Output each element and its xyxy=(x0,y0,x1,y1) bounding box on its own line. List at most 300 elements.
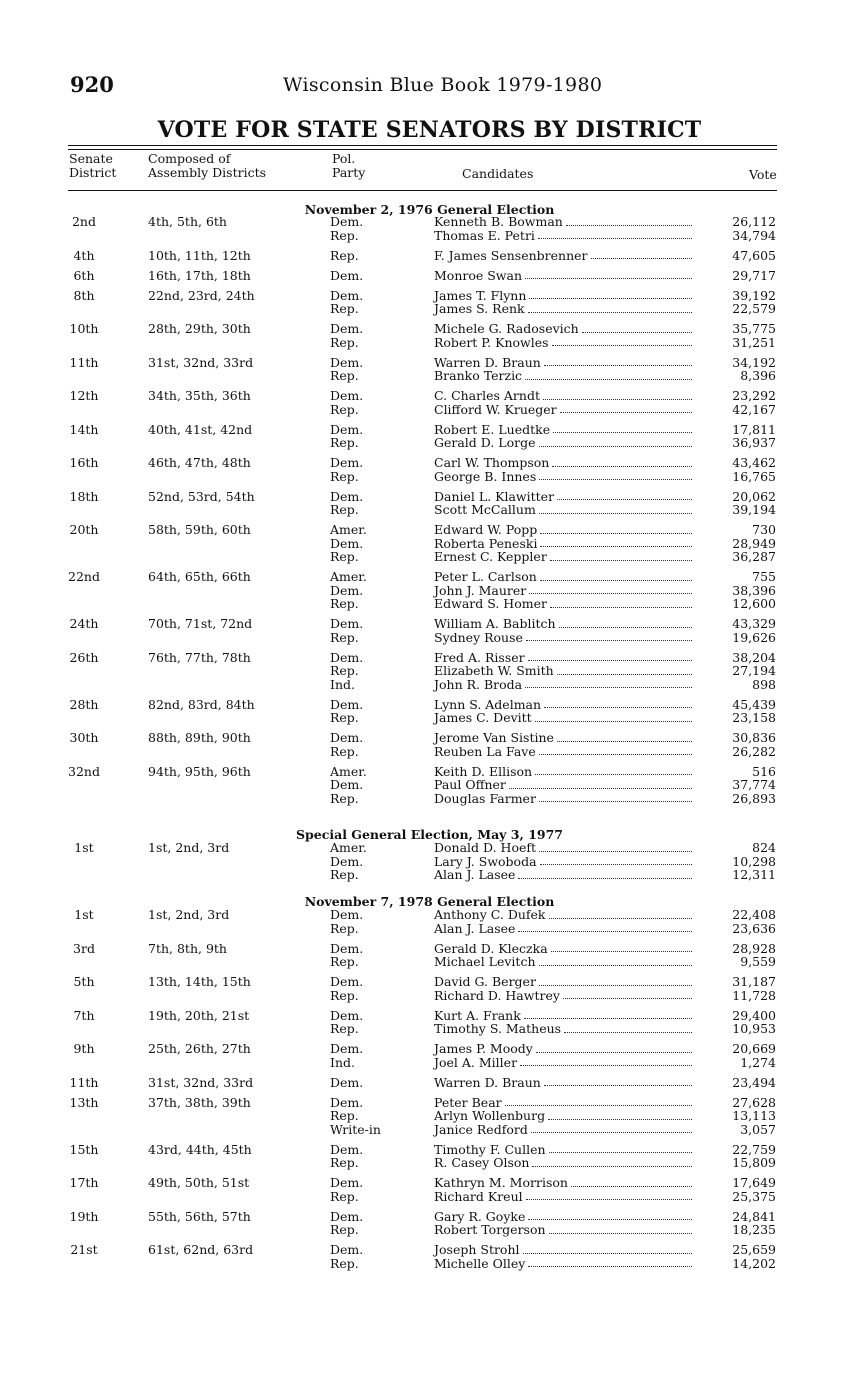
candidate xyxy=(434,617,692,631)
candidate-name: Joel A. Miller xyxy=(434,1054,518,1070)
party: Rep. xyxy=(330,663,359,678)
vote-count: 16,765 xyxy=(732,468,776,484)
vote-count: 10,953 xyxy=(732,1021,776,1036)
vote-count: 31,251 xyxy=(732,334,776,350)
candidate-name: Michael Levitch xyxy=(434,954,536,969)
party: Rep. xyxy=(330,743,359,759)
party-column xyxy=(330,908,363,935)
candidate xyxy=(434,792,692,806)
candidate xyxy=(434,322,692,336)
party: Rep. xyxy=(330,368,359,383)
senate-district: 3rd xyxy=(73,940,95,956)
vote-count: 24,841 xyxy=(732,1208,776,1224)
dot-leader xyxy=(532,1156,692,1167)
assembly-districts: 31st, 32nd, 33rd xyxy=(148,1074,254,1090)
table-row xyxy=(0,1076,859,1090)
candidate xyxy=(434,908,692,922)
senate-district: 28th xyxy=(69,696,99,712)
vote-column xyxy=(700,289,776,316)
candidate xyxy=(434,550,692,564)
candidate xyxy=(434,302,692,316)
party-column xyxy=(330,617,363,644)
candidate-column xyxy=(434,1210,692,1237)
candidate-name: Sydney Rouse xyxy=(434,629,523,645)
dot-leader xyxy=(529,289,692,300)
vote-count: 27,628 xyxy=(732,1094,776,1110)
dot-leader xyxy=(540,570,692,581)
candidate-name: Edward S. Homer xyxy=(434,596,547,611)
dot-leader xyxy=(528,1210,692,1221)
party: Rep. xyxy=(330,247,359,263)
candidate xyxy=(434,731,692,745)
party-column xyxy=(330,1042,363,1069)
vote-count: 20,062 xyxy=(732,488,776,504)
vote-count: 12,600 xyxy=(732,596,776,611)
vote-count: 22,408 xyxy=(732,907,776,922)
vote-count: 12,311 xyxy=(732,867,776,882)
candidate-name: Gerald D. Kleczka xyxy=(434,940,548,956)
candidate xyxy=(434,269,692,283)
candidate-name: Thomas E. Petri xyxy=(434,227,535,243)
dot-leader xyxy=(539,470,692,481)
party: Dem. xyxy=(330,940,364,956)
vote-column xyxy=(700,765,776,806)
vote-column xyxy=(700,651,776,692)
vote-count: 39,194 xyxy=(732,502,776,517)
party: Rep. xyxy=(330,334,359,350)
title-rule-top xyxy=(68,145,777,146)
senate-district: 32nd xyxy=(68,763,100,779)
party: Rep. xyxy=(330,710,359,725)
candidate xyxy=(434,651,692,665)
dot-leader xyxy=(571,1176,692,1187)
party-column xyxy=(330,423,363,450)
candidate-column xyxy=(434,1176,692,1203)
vote-column xyxy=(700,841,776,882)
party: Dem. xyxy=(330,853,364,869)
candidate-name: Anthony C. Dufek xyxy=(434,907,546,922)
table-row xyxy=(0,523,859,564)
vote-count: 23,494 xyxy=(732,1074,776,1090)
senate-district: 7th xyxy=(73,1007,95,1023)
vote-count: 23,158 xyxy=(732,710,776,725)
party-column xyxy=(330,1009,363,1036)
vote-column xyxy=(700,456,776,483)
candidate xyxy=(434,1156,692,1170)
candidate-name: Timothy S. Matheus xyxy=(434,1021,562,1036)
table-row xyxy=(0,490,859,517)
candidate-column xyxy=(434,523,692,564)
candidate xyxy=(434,989,692,1003)
vote-count: 23,292 xyxy=(732,388,776,403)
vote-count: 34,794 xyxy=(732,227,776,243)
party-column xyxy=(330,698,363,725)
dot-leader xyxy=(549,1143,692,1154)
table-row xyxy=(0,269,859,283)
candidate-name: James P. Moody xyxy=(434,1041,533,1056)
vote-count: 26,282 xyxy=(732,743,776,759)
candidate xyxy=(434,1009,692,1023)
senate-district: 16th xyxy=(69,455,99,470)
table-row xyxy=(0,389,859,416)
candidate-name: Warren D. Braun xyxy=(434,354,541,370)
vote-count: 898 xyxy=(752,676,776,692)
dot-leader xyxy=(553,423,692,434)
vote-count: 11,728 xyxy=(732,987,776,1003)
table-row xyxy=(0,423,859,450)
party: Dem. xyxy=(330,535,364,551)
dot-leader xyxy=(557,664,692,675)
section-title: November 2, 1976 General Election xyxy=(304,202,555,217)
candidate-name: Gerald D. Lorge xyxy=(434,435,536,450)
vote-column xyxy=(700,269,776,283)
candidate-name: Robert E. Luedtke xyxy=(434,421,551,437)
candidate-column xyxy=(434,908,692,935)
candidate xyxy=(434,711,692,725)
candidate-name: Paul Offner xyxy=(434,777,506,792)
assembly-districts: 10th, 11th, 12th xyxy=(148,247,251,263)
candidate xyxy=(434,389,692,403)
vote-count: 28,949 xyxy=(732,535,776,551)
assembly-districts: 25th, 26th, 27th xyxy=(148,1041,251,1056)
candidate-name: Kurt A. Frank xyxy=(434,1007,521,1023)
senate-district: 15th xyxy=(69,1141,99,1157)
dot-leader xyxy=(540,523,692,534)
vote-count: 17,649 xyxy=(732,1175,776,1190)
title-rule-bottom xyxy=(68,149,777,150)
vote-column xyxy=(700,570,776,611)
party-column xyxy=(330,249,359,263)
vote-count: 10,298 xyxy=(732,853,776,869)
candidate xyxy=(434,868,692,882)
dot-leader xyxy=(525,678,692,689)
candidate-column xyxy=(434,1009,692,1036)
candidate-name: Daniel L. Klawitter xyxy=(434,488,555,504)
candidate-name: Edward W. Popp xyxy=(434,522,538,537)
candidate xyxy=(434,423,692,437)
assembly-districts: 28th, 29th, 30th xyxy=(148,321,251,336)
candidate-column xyxy=(434,1042,692,1069)
dot-leader xyxy=(528,302,692,313)
candidate-name: Timothy F. Cullen xyxy=(434,1141,546,1157)
candidate xyxy=(434,1257,692,1271)
candidate xyxy=(434,356,692,370)
vote-count: 23,636 xyxy=(732,920,776,936)
vote-column xyxy=(700,1176,776,1203)
party-column xyxy=(330,456,363,483)
candidate-column xyxy=(434,289,692,316)
assembly-districts: 16th, 17th, 18th xyxy=(148,267,251,283)
vote-count: 22,579 xyxy=(732,301,776,316)
table-row xyxy=(0,765,859,806)
table-row xyxy=(0,617,859,644)
dot-leader xyxy=(539,841,692,852)
party-column xyxy=(330,490,363,517)
party: Rep. xyxy=(330,549,359,564)
vote-count: 25,375 xyxy=(732,1188,776,1204)
party: Rep. xyxy=(330,468,359,484)
table-row xyxy=(0,651,859,692)
candidate-column xyxy=(434,1076,692,1090)
dot-leader xyxy=(524,1009,692,1020)
party-column xyxy=(330,289,363,316)
dot-leader xyxy=(539,745,692,756)
candidate-name: Donald D. Hoeft xyxy=(434,840,537,855)
party: Dem. xyxy=(330,354,364,370)
senate-district: 21st xyxy=(70,1242,98,1257)
candidate-name: Richard Kreul xyxy=(434,1188,523,1204)
table-row xyxy=(0,1143,859,1170)
party: Rep. xyxy=(330,987,359,1003)
candidate-column xyxy=(434,975,692,1002)
candidate xyxy=(434,1056,692,1070)
dot-leader xyxy=(539,503,692,514)
vote-count: 824 xyxy=(752,840,776,855)
vote-column xyxy=(700,617,776,644)
candidate xyxy=(434,490,692,504)
party: Rep. xyxy=(330,401,359,417)
dot-leader xyxy=(531,1123,692,1134)
candidate xyxy=(434,503,692,517)
vote-count: 730 xyxy=(752,522,776,537)
dot-leader xyxy=(552,336,692,347)
dot-leader xyxy=(526,631,692,642)
dot-leader xyxy=(560,403,692,414)
party: Rep. xyxy=(330,867,359,882)
vote-count: 27,194 xyxy=(732,663,776,678)
assembly-districts: 13th, 14th, 15th xyxy=(148,974,251,989)
vote-count: 22,759 xyxy=(732,1141,776,1157)
assembly-districts: 4th, 5th, 6th xyxy=(148,214,227,229)
party: Dem. xyxy=(330,1242,364,1257)
vote-column xyxy=(700,908,776,935)
dot-leader xyxy=(544,698,692,709)
senate-district: 20th xyxy=(69,522,99,537)
vote-count: 3,057 xyxy=(740,1121,776,1137)
candidate xyxy=(434,403,692,417)
senate-district: 18th xyxy=(69,488,99,504)
candidate xyxy=(434,1190,692,1204)
party: Dem. xyxy=(330,455,364,470)
table-row xyxy=(0,942,859,969)
dot-leader xyxy=(582,322,692,333)
vote-count: 9,559 xyxy=(740,954,776,969)
candidate-name: James S. Renk xyxy=(434,301,525,316)
candidate-column xyxy=(434,841,692,882)
candidate-name: Fred A. Risser xyxy=(434,649,525,665)
candidate xyxy=(434,570,692,584)
candidate-name: Douglas Farmer xyxy=(434,790,536,806)
assembly-districts: 19th, 20th, 21st xyxy=(148,1007,250,1023)
vote-count: 45,439 xyxy=(732,696,776,712)
candidate-name: Michele G. Radosevich xyxy=(434,321,579,336)
vote-count: 20,669 xyxy=(732,1041,776,1056)
table-row xyxy=(0,731,859,758)
vote-column xyxy=(700,490,776,517)
candidate xyxy=(434,922,692,936)
party: Dem. xyxy=(330,582,364,598)
vote-count: 39,192 xyxy=(732,287,776,303)
vote-count: 31,187 xyxy=(732,974,776,989)
party-column xyxy=(330,1176,363,1203)
table-row xyxy=(0,1176,859,1203)
party-column xyxy=(330,975,363,1002)
vote-column xyxy=(700,975,776,1002)
candidate xyxy=(434,955,692,969)
candidate xyxy=(434,841,692,855)
table-row xyxy=(0,215,859,242)
candidate-name: Robert P. Knowles xyxy=(434,334,549,350)
assembly-districts: 82nd, 83rd, 84th xyxy=(148,696,255,712)
dot-leader xyxy=(529,584,692,595)
party-column xyxy=(330,215,363,242)
candidate xyxy=(434,1143,692,1157)
party: Dem. xyxy=(330,616,364,631)
table-row xyxy=(0,456,859,483)
candidate-column xyxy=(434,731,692,758)
party: Dem. xyxy=(330,1074,364,1090)
vote-count: 8,396 xyxy=(740,368,776,383)
dot-leader xyxy=(544,356,692,367)
party: Amer. xyxy=(330,522,367,537)
senate-district: 14th xyxy=(69,421,99,437)
candidate xyxy=(434,698,692,712)
candidate xyxy=(434,537,692,551)
vote-count: 42,167 xyxy=(732,401,776,417)
party: Dem. xyxy=(330,1094,364,1110)
table-row xyxy=(0,1243,859,1270)
dot-leader xyxy=(549,1223,692,1234)
assembly-districts: 34th, 35th, 36th xyxy=(148,388,251,403)
senate-district: 24th xyxy=(69,616,99,631)
dot-leader xyxy=(518,868,692,879)
candidate-name: Alan J. Lasee xyxy=(434,867,516,882)
assembly-districts: 64th, 65th, 66th xyxy=(148,569,251,584)
dot-leader xyxy=(523,1243,692,1254)
party-column xyxy=(330,1076,363,1090)
dot-leader xyxy=(559,617,692,628)
dot-leader xyxy=(528,1257,692,1268)
vote-column xyxy=(700,1143,776,1170)
candidate-column xyxy=(434,698,692,725)
senate-district: 1st xyxy=(74,907,94,922)
assembly-districts: 76th, 77th, 78th xyxy=(148,649,251,665)
candidate xyxy=(434,249,692,263)
party: Dem. xyxy=(330,421,364,437)
senate-district: 2nd xyxy=(71,214,96,229)
candidate-column xyxy=(434,651,692,692)
party-column xyxy=(330,322,363,349)
candidate-name: Jerome Van Sistine xyxy=(434,730,554,745)
vote-count: 25,659 xyxy=(732,1242,776,1257)
party-column xyxy=(330,389,363,416)
party-column xyxy=(330,1210,363,1237)
party: Dem. xyxy=(330,1041,364,1056)
vote-count: 19,626 xyxy=(732,629,776,645)
assembly-districts: 55th, 56th, 57th xyxy=(148,1208,251,1224)
dot-leader xyxy=(564,1022,692,1033)
dot-leader xyxy=(505,1096,692,1107)
vote-column xyxy=(700,1042,776,1069)
table-row xyxy=(0,1210,859,1237)
candidate-name: Gary R. Goyke xyxy=(434,1208,526,1224)
party: Rep. xyxy=(330,502,359,517)
candidate-column xyxy=(434,1243,692,1270)
table-row xyxy=(0,908,859,935)
vote-column xyxy=(700,1210,776,1237)
senate-district: 4th xyxy=(73,247,95,263)
vote-count: 26,112 xyxy=(732,214,776,229)
senate-district: 13th xyxy=(69,1094,99,1110)
dot-leader xyxy=(518,922,692,933)
senate-district: 26th xyxy=(69,649,99,665)
assembly-districts: 58th, 59th, 60th xyxy=(148,522,251,537)
candidate-column xyxy=(434,765,692,806)
dot-leader xyxy=(536,1042,692,1053)
party: Rep. xyxy=(330,1255,359,1271)
dot-leader xyxy=(526,1190,692,1201)
running-head: Wisconsin Blue Book 1979-1980 xyxy=(283,74,603,96)
candidate-name: Branko Terzic xyxy=(434,368,523,383)
candidate-column xyxy=(434,389,692,416)
candidate xyxy=(434,523,692,537)
section-title: Special General Election, May 3, 1977 xyxy=(296,827,563,842)
party: Dem. xyxy=(330,1141,364,1157)
candidate xyxy=(434,1176,692,1190)
senate-district: 10th xyxy=(69,321,99,336)
candidate xyxy=(434,369,692,383)
vote-count: 36,287 xyxy=(732,549,776,564)
candidate xyxy=(434,215,692,229)
dot-leader xyxy=(551,942,692,953)
assembly-districts: 31st, 32nd, 33rd xyxy=(148,354,254,370)
vote-count: 18,235 xyxy=(732,1222,776,1237)
vote-column xyxy=(700,215,776,242)
candidate-name: Clifford W. Krueger xyxy=(434,401,557,417)
candidate-name: William A. Bablitch xyxy=(434,616,556,631)
assembly-districts: 37th, 38th, 39th xyxy=(148,1094,251,1110)
assembly-districts: 43rd, 44th, 45th xyxy=(148,1141,252,1157)
candidate-name: John J. Maurer xyxy=(434,582,527,598)
page-title: VOTE FOR STATE SENATORS BY DISTRICT xyxy=(157,117,702,143)
party: Rep. xyxy=(330,227,359,243)
senate-district: 5th xyxy=(73,974,95,989)
candidate-column xyxy=(434,570,692,611)
party-column xyxy=(330,765,367,806)
candidate xyxy=(434,597,692,611)
assembly-districts: 7th, 8th, 9th xyxy=(148,940,227,956)
table-row xyxy=(0,289,859,316)
candidate xyxy=(434,1243,692,1257)
candidate-name: David G. Berger xyxy=(434,974,536,989)
candidate xyxy=(434,1022,692,1036)
vote-count: 38,396 xyxy=(732,582,776,598)
assembly-districts: 46th, 47th, 48th xyxy=(148,455,251,470)
senate-district: 8th xyxy=(73,287,95,303)
candidate xyxy=(434,778,692,792)
party: Amer. xyxy=(330,569,367,584)
candidate-name: Michelle Olley xyxy=(434,1255,526,1271)
senate-district: 12th xyxy=(69,388,99,403)
vote-column xyxy=(700,249,776,263)
table-row xyxy=(0,1042,859,1069)
party-column xyxy=(330,1143,363,1170)
dot-leader xyxy=(525,269,692,280)
party-column xyxy=(330,523,367,564)
vote-column xyxy=(700,423,776,450)
candidate-name: George B. Innes xyxy=(434,468,537,484)
party: Rep. xyxy=(330,1108,359,1123)
